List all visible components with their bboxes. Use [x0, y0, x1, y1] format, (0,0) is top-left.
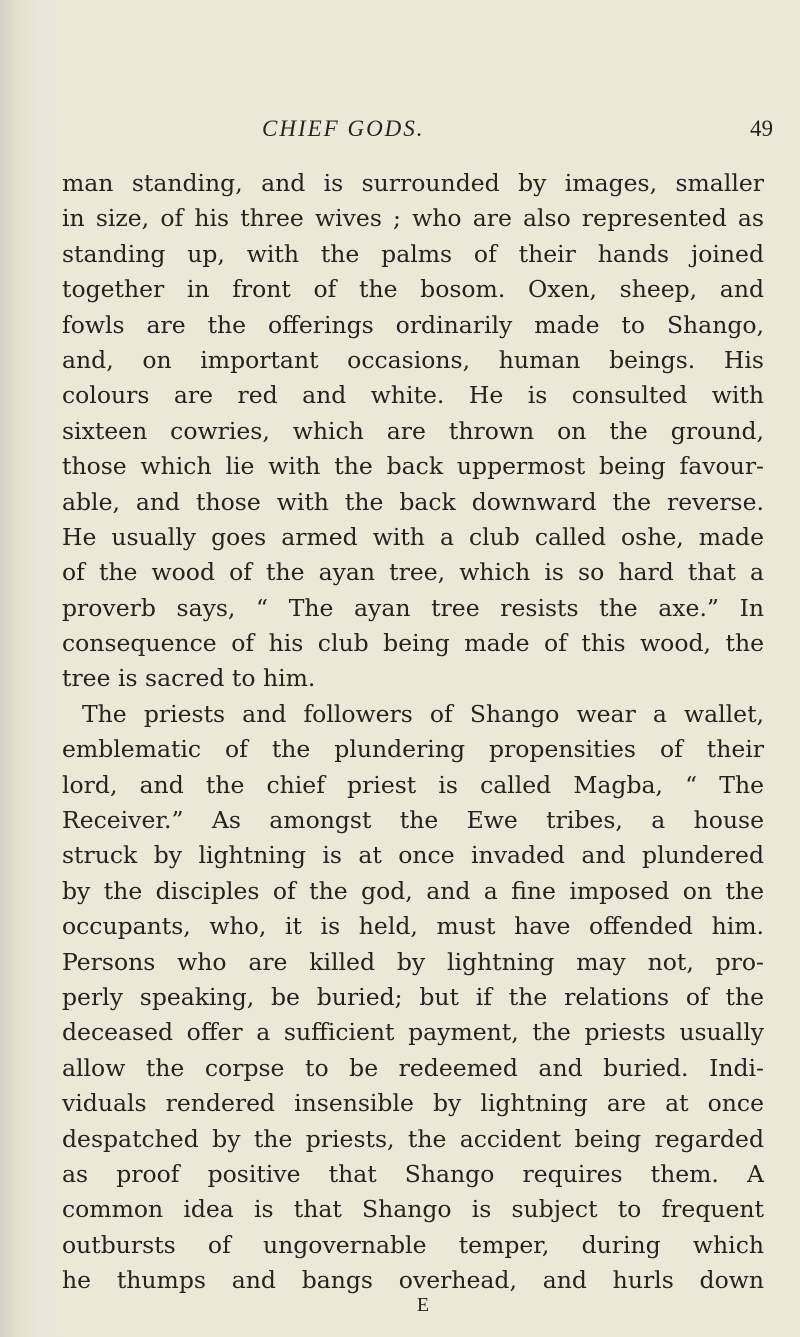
body-text: [62, 166, 764, 1299]
text-line: Persons who are killed by lightning may not, pro-: [62, 947, 764, 976]
text-line: man standing, and is surrounded by images, smaller: [62, 169, 764, 197]
text-line: able, and those with the back downward the reverse.: [62, 487, 764, 516]
text-line: despatched by the priests, the accident being regarded: [62, 1124, 764, 1153]
text-line: perly speaking, be buried; but if the relations of the: [62, 982, 764, 1011]
text-line: He usually goes armed with a club called oshe, made: [62, 522, 764, 551]
signature-mark: [0, 1294, 800, 1317]
text-line: outbursts of ungovernable temper, during which: [62, 1230, 764, 1259]
page-number: 49: [750, 116, 773, 141]
text-line: those which lie with the back uppermost being favour-: [62, 452, 764, 481]
text-line: occupants, who, it is held, must have offended him.: [62, 912, 764, 941]
text-line: colours are red and white. He is consulted with: [62, 381, 764, 410]
text-line: deceased offer a sufficient payment, the priests usually: [62, 1018, 764, 1047]
text-line: lord, and the chief priest is called Magba, “ The: [62, 770, 764, 799]
text-line: of the wood of the ayan tree, which is so hard that a: [62, 558, 764, 587]
text-line: emblematic of the plundering propensities of their: [62, 735, 764, 764]
text-line: viduals rendered insensible by lightning are at once: [62, 1089, 764, 1118]
text-line: standing up, with the palms of their hands joined: [62, 239, 764, 268]
signature-letter: E: [416, 1294, 430, 1316]
text-line: by the disciples of the god, and a fine imposed on the: [62, 876, 764, 905]
text-line: proverb says, “ The ayan tree resists the axe.” In: [62, 593, 764, 622]
text-line: sixteen cowries, which are thrown on the ground,: [62, 416, 764, 445]
text-line: common idea is that Shango is subject to frequent: [62, 1195, 764, 1224]
text-line: together in front of the bosom. Oxen, sheep, and: [62, 275, 764, 304]
text-line: and, on important occasions, human beings. His: [62, 345, 764, 374]
text-line: fowls are the offerings ordinarily made to Shango,: [62, 310, 764, 339]
text-line: in size, of his three wives ; who are also represented as: [62, 204, 764, 233]
text-line: as proof positive that Shango requires them. A: [62, 1159, 764, 1188]
running-title: CHIEF GODS.: [262, 116, 425, 141]
text-line: he thumps and bangs overhead, and hurls down: [62, 1266, 764, 1295]
text-line: The priests and followers of Shango wear a wallet,: [82, 699, 764, 728]
text-line: struck by lightning is at once invaded and plundered: [62, 841, 764, 870]
page-header: [0, 116, 800, 146]
text-line: tree is sacred to him.: [62, 664, 316, 693]
text-line: consequence of his club being made of this wood, the: [62, 629, 764, 658]
text-line: allow the corpse to be redeemed and buried. Indi-: [62, 1053, 764, 1082]
text-line: Receiver.” As amongst the Ewe tribes, a house: [62, 806, 764, 835]
